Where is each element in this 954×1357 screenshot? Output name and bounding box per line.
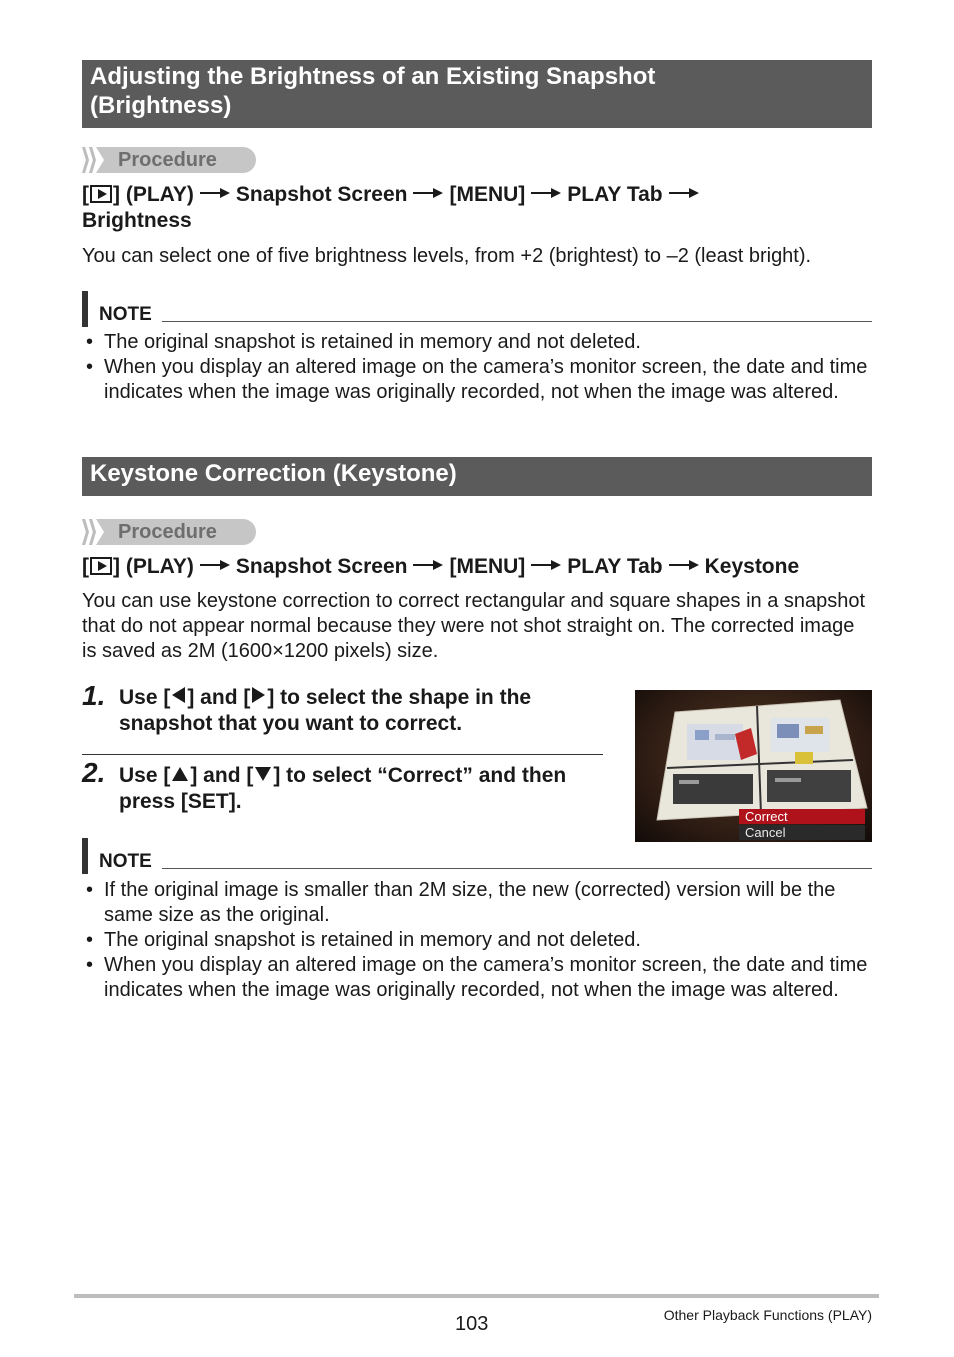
step-text-part: ] and [ (187, 686, 251, 709)
note-list (82, 330, 872, 405)
note-item: • When you display an altered image on the camera’s monitor screen, the date and time indicates when the image was originally recorded, not when the image was altered. (82, 355, 872, 405)
path-play: ] (PLAY) (113, 183, 194, 206)
arrow-right-icon (200, 187, 230, 199)
section-title: Keystone Correction (Keystone) (90, 460, 457, 487)
note-item: • If the original image is smaller than 2M size, the new (corrected) version will be the same size as the original. (82, 878, 872, 928)
down-arrow-icon (255, 767, 271, 781)
arrow-right-icon (531, 559, 561, 571)
arrow-right-icon (669, 187, 699, 199)
note-item: • The original snapshot is retained in memory and not deleted. (82, 330, 872, 355)
path-bracket: [ (82, 183, 89, 206)
section-header-brightness (82, 60, 872, 128)
play-button-icon (90, 185, 112, 203)
step-text-part: ] to select the shape in the snapshot that you want to correct. (119, 686, 532, 735)
right-arrow-icon (252, 687, 265, 703)
note-bar (82, 838, 88, 874)
section-header-keystone (82, 457, 872, 496)
page-number: 103 (455, 1313, 489, 1335)
path-snapshot-screen: Snapshot Screen (235, 183, 408, 206)
step-text (119, 763, 589, 815)
left-arrow-icon (172, 687, 185, 703)
up-arrow-icon (172, 767, 188, 781)
section-description: You can use keystone correction to correct rectangular and square shapes in a snapshot that do not appear normal because they were not shot straight on. The corrected image is saved as 2M (1600×1200 pixels) size. (82, 590, 866, 662)
note-header (82, 291, 872, 327)
path-target: Brightness (82, 209, 192, 232)
procedure-label: Procedure (118, 521, 217, 543)
procedure-label: Procedure (118, 149, 217, 171)
note-rule (162, 868, 872, 869)
step-number: 1. (82, 680, 106, 711)
note-label: NOTE (99, 304, 152, 325)
note-header (82, 838, 872, 874)
arrow-right-icon (413, 187, 443, 199)
procedure-path (82, 182, 872, 234)
step-text-part: ] to select “Correct” and then press [SET]. (119, 764, 567, 813)
arrow-right-icon (531, 187, 561, 199)
step-text (119, 685, 589, 737)
path-bracket: [ (82, 555, 89, 578)
path-menu: [MENU] (449, 555, 526, 578)
play-button-icon (90, 557, 112, 575)
step-number: 2. (82, 757, 106, 788)
menu-option-cancel-label: Cancel (745, 825, 786, 840)
arrow-right-icon (200, 559, 230, 571)
step-divider (82, 754, 603, 755)
path-menu: [MENU] (449, 183, 526, 206)
step-text-part: Use [ (119, 686, 171, 709)
path-play-tab: PLAY Tab (567, 183, 663, 206)
section-description: You can select one of five brightness levels, from +2 (brightest) to –2 (least bright). (82, 245, 812, 267)
procedure-path (82, 554, 882, 580)
camera-screen-image (635, 690, 872, 842)
path-play-tab: PLAY Tab (567, 555, 663, 578)
arrow-right-icon (669, 559, 699, 571)
step-text-part: Use [ (119, 764, 171, 787)
footer-chapter-title: Other Playback Functions (PLAY) (663, 1307, 872, 1323)
menu-option-correct[interactable] (739, 809, 865, 824)
note-item: • When you display an altered image on the camera’s monitor screen, the date and time indicates when the image was originally recorded, not when the image was altered. (82, 953, 872, 1003)
procedure-tab (82, 519, 256, 545)
arrow-right-icon (413, 559, 443, 571)
procedure-tab (82, 147, 256, 173)
note-list (82, 878, 872, 1003)
note-rule (162, 321, 872, 322)
footer-rule (74, 1294, 879, 1298)
path-target: Keystone (704, 555, 800, 578)
note-label: NOTE (99, 851, 152, 872)
note-item: • The original snapshot is retained in memory and not deleted. (82, 928, 872, 953)
section-title-line1: Adjusting the Brightness of an Existing Snapshot (90, 63, 656, 90)
note-bar (82, 291, 88, 327)
step-text-part: ] and [ (190, 764, 254, 787)
path-snapshot-screen: Snapshot Screen (235, 555, 408, 578)
section-title-line2: (Brightness) (90, 92, 232, 119)
path-play: ] (PLAY) (113, 555, 194, 578)
menu-option-correct-label: Correct (745, 809, 788, 824)
